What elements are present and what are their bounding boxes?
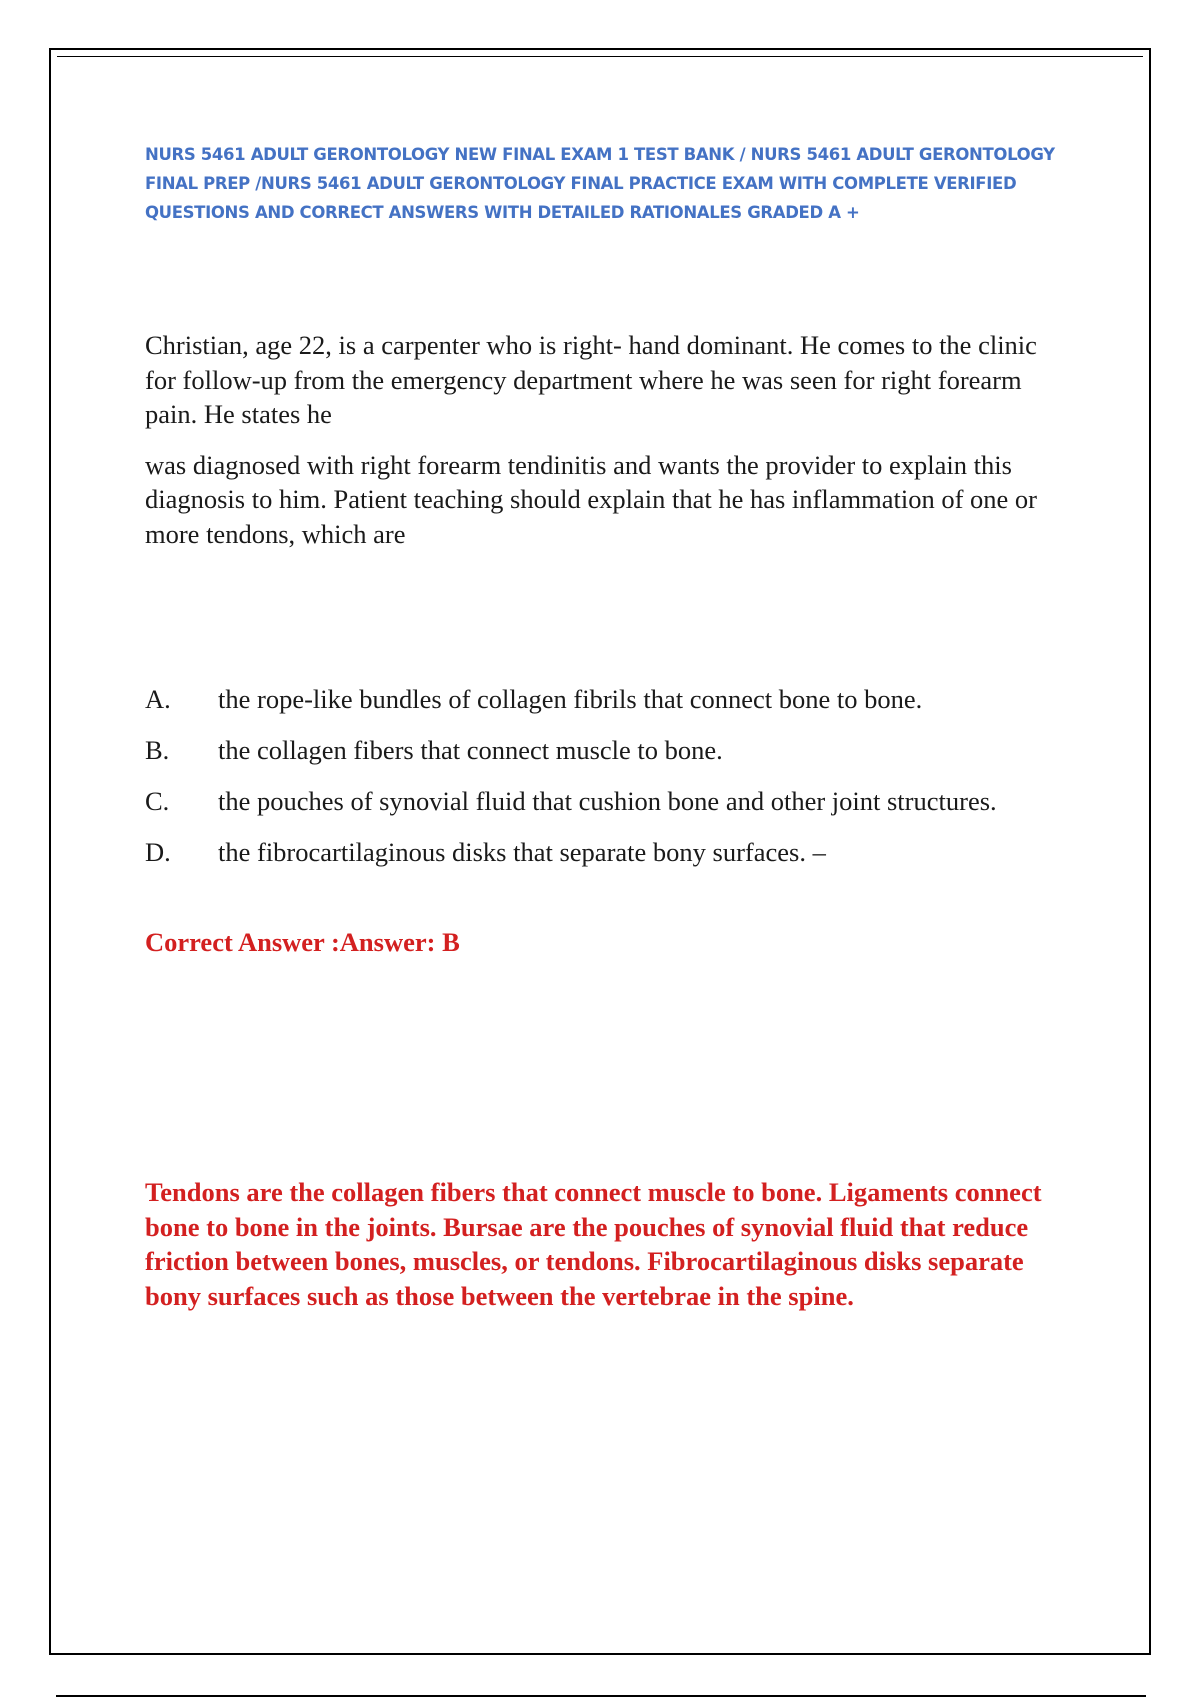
question-stem-part-2: was diagnosed with right forearm tendinitis and wants the provider to explain this diagnosis to him. Patient teaching should explain that he has inflammation of one or more tendons, which are — [145, 449, 1037, 549]
document-header-title: NURS 5461 ADULT GERONTOLOGY NEW FINAL EXAM 1 TEST BANK / NURS 5461 ADULT GERONTOLOGY FINAL PREP /NURS 5461 ADULT GERONTOLOGY FINAL PRACTICE EXAM WITH COMPLETE VERIFIED QUESTIONS AND CORRECT ANSWERS WITH DETAILED RATIONALES GRADED A + — [145, 145, 1055, 222]
option-c — [145, 784, 1065, 818]
option-text: the rope-like bundles of collagen fibrils that connect bone to bone. — [218, 684, 923, 714]
option-text: the collagen fibers that connect muscle to bone. — [218, 735, 723, 765]
question-stem-part-1: Christian, age 22, is a carpenter who is right- hand dominant. He comes to the clinic for follow-up from the emergency department where he was seen for right forearm pain. He states he — [145, 330, 1037, 429]
correct-answer: Correct Answer :Answer: B — [145, 927, 460, 957]
option-letter: A. — [145, 684, 171, 714]
answer-options-list — [145, 682, 1065, 869]
option-letter: D. — [145, 837, 171, 867]
page-content — [145, 140, 1065, 1313]
option-a — [145, 682, 1065, 716]
option-text: the fibrocartilaginous disks that separate bony surfaces. – — [218, 837, 826, 867]
answer-rationale: Tendons are the collagen fibers that connect muscle to bone. Ligaments connect bone to bone in the joints. Bursae are the pouches of synovial fluid that reduce friction between bones, muscles, or tendons. Fibrocartilaginous disks separate bony surfaces such as those between the vertebrae in the spine. — [145, 1177, 1042, 1311]
top-inner-rule — [57, 56, 1143, 57]
option-text: the pouches of synovial fluid that cushion bone and other joint structures. — [218, 786, 997, 816]
bottom-page-rule — [56, 1695, 1146, 1697]
option-letter: C. — [145, 786, 170, 816]
option-b — [145, 733, 1065, 767]
option-d — [145, 835, 1065, 869]
option-letter: B. — [145, 735, 170, 765]
